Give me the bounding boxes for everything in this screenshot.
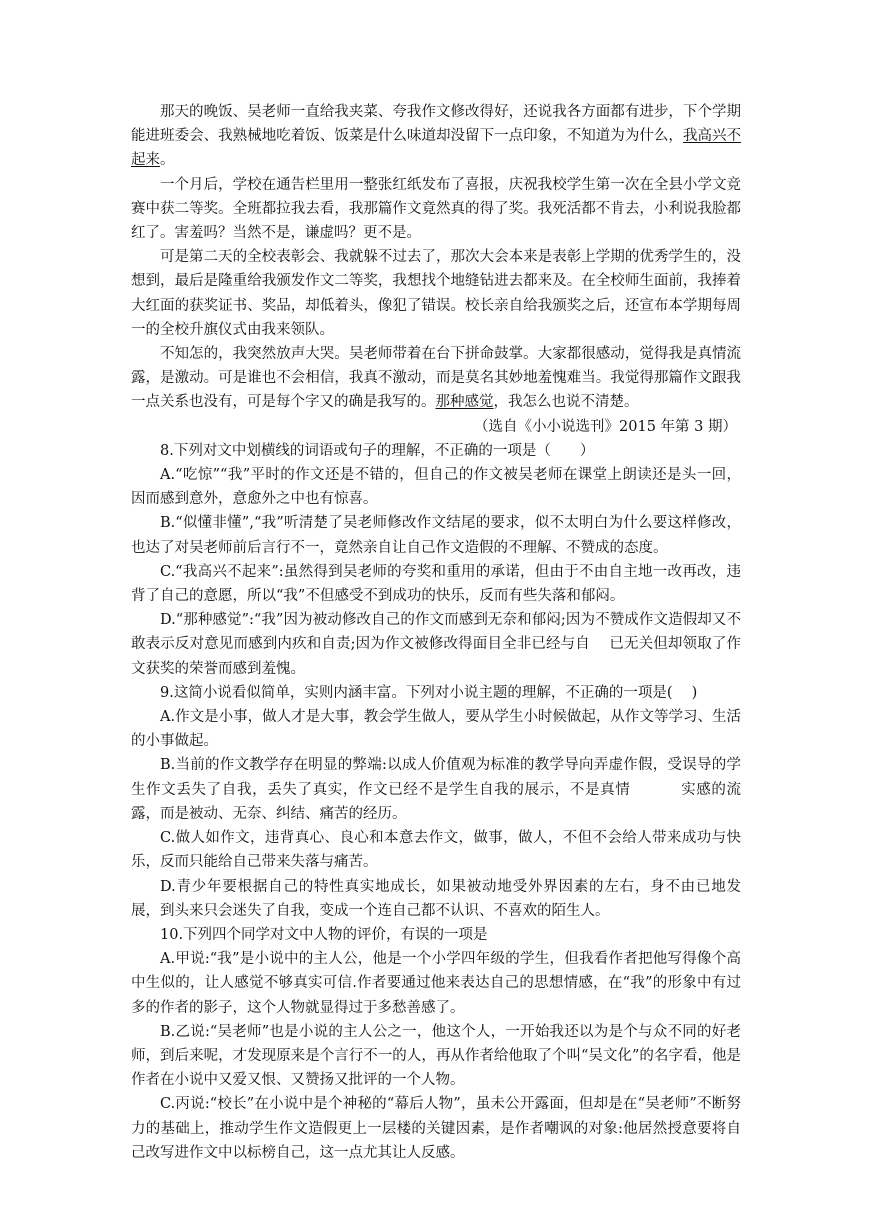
question-8-option-b: B.“似懂非懂”,“我”听清楚了吴老师修改作文结尾的要求，似不太明白为什么要这样修改，也达了对吴老师前后言行不一，竟然亲自让自己作文造假的不理解、不赞成的态度。	[131, 515, 741, 556]
document-page	[131, 100, 741, 1165]
passage-text: 。	[160, 152, 175, 169]
passage-text: 那天的晚饭、吴老师一直给我夹菜、夸我作文修改得好，还说我各方面都有进步，下个学期能进班委会、我熟械地吃着饭、饭菜是什么味道却没留下一点印象，不知道为为什么，	[131, 104, 741, 145]
question-8-option-c: C.“我高兴不起来”:虽然得到吴老师的夸奖和重用的承诺，但由于不由自主地一改再改，违背了自己的意愿，所以“我”不但感受不到成功的快乐，反而有些失落和郁闷。	[131, 563, 741, 605]
passage-text: ，我怎么也说不清楚。	[493, 394, 639, 411]
question-9-option-d: D.青少年要根据自己的特性真实地成长，如果被动地受外界因素的左右，身不由已地发展，到头来只会迷失了自我，变成一个连自己都不认识、不喜欢的陌生人。	[131, 878, 741, 919]
question-8-option-a: A.“吃惊”“我”平时的作文还是不错的，但自己的作文被吴老师在课堂上朗读还是头一回，因而感到意外，意愈外之中也有惊喜。	[131, 467, 741, 508]
underlined-phrase: 我高兴不起来	[131, 128, 742, 169]
passage-paragraph-3: 可是第二天的全校表彰会、我就躲不过去了，那次大会本来是表彰上学期的优秀学生的，没想到，最后是隆重给我颁发作文二等奖，我想找个地缝钻进去都来及。在全校师生面前，我捧着大红面的获奖证书、奖品，却低着头，像犯了错误。校长亲自给我颁奖之后，还宣布本学期每周一的全校升旗仪式由我来领队。	[131, 249, 741, 338]
passage-paragraph-2: 一个月后，学校在通告栏里用一整张红纸发布了喜报，庆祝我校学生第一次在全县小学文竞赛中获二等奖。全班都拉我去看，我那篇作文竟然真的得了奖。我死活都不肯去，小利说我脸都红了。害羞吗？当然不是，谦虚吗？更不是。	[131, 176, 741, 242]
question-9-stem: 9.这简小说看似简单，实则内涵丰富。下列对小说主题的理解，不正确的一项是( )	[160, 684, 698, 701]
question-10-option-c: C.丙说:“校长”在小说中是个神秘的“幕后人物”，虽未公开露面，但却是在“吴老师”不断努力的基础上，推动学生作文造假更上一层楼的关键因素，是作者嘲讽的对象:他居然授意要将自己改写进作文中以标榜自己，这一点尤其让人反感。	[131, 1096, 741, 1161]
passage-paragraph-1	[131, 100, 741, 173]
underlined-phrase: 那种感觉	[435, 394, 494, 411]
question-8-option-d: D.“那种感觉”:“我”因为被动修改自己的作文而感到无奈和郁闷;因为不赞成作文造假却又不敢表示反对意见而感到内疚和自责;因为作文被修改得面目全非已经与自 已无关但却领取了作文获奖的荣誉而感到羞愧。	[131, 612, 741, 677]
passage-text: 不知怎的，我突然放声大哭。吴老师带着在台下拼命鼓掌。大家都很感动，觉得我是真情流露，是激动。可是谁也不会相信，我真不激动，而是莫名其妙地羞愧难当。我觉得那篇作文跟我一点关系也没有，可是每个字又的确是我写的。	[131, 346, 741, 411]
question-10-option-b: B.乙说:“吴老师”也是小说的主人公之一，他这个人，一开始我还以为是个与众不同的好老师，到后来呢，才发现原来是个言行不一的人，再从作者给他取了个叫“吴文化”的名字看，他是作者在小说中又爱又恨、又赞扬又批评的一个人物。	[131, 1023, 741, 1089]
question-9-option-c: C.做人如作文，违背真心、良心和本意去作文，做事，做人，不但不会给人带来成功与快乐，反而只能给自己带来失落与痛苦。	[131, 830, 741, 871]
question-9-option-a: A.作文是小事，做人才是大事，教会学生做人，要从学生小时候做起，从作文等学习、生活的小事做起。	[131, 709, 741, 750]
question-8-stem: 8.下列对文中划横线的词语或句子的理解，不正确的一项是（ ）	[160, 442, 595, 459]
question-10-option-a: A.甲说:“我”是小说中的主人公，他是一个小学四年级的学生，但我看作者把他写得像个高中生似的，让人感觉不够真实可信.作者要通过他来表达自己的思想情感，在“我”的形象中有过多的作者的影子，这个人物就显得过于多愁善感了。	[131, 951, 741, 1016]
question-10-stem: 10.下列四个同学对文中人物的评价，有误的一项是	[160, 926, 488, 943]
question-9-option-b: B.当前的作文教学存在明显的弊端:以成人价值观为标准的教学导向弄虚作假，受误导的学生作文丢失了自我，丢失了真实，作文已经不是学生自我的展示，不是真情 实感的流露，而是被动、无奈、纠结、痛苦的经历。	[131, 757, 741, 822]
source-citation: （选自《小小说选刊》2015 年第 3 期）	[474, 418, 737, 435]
passage-paragraph-4	[131, 342, 741, 415]
